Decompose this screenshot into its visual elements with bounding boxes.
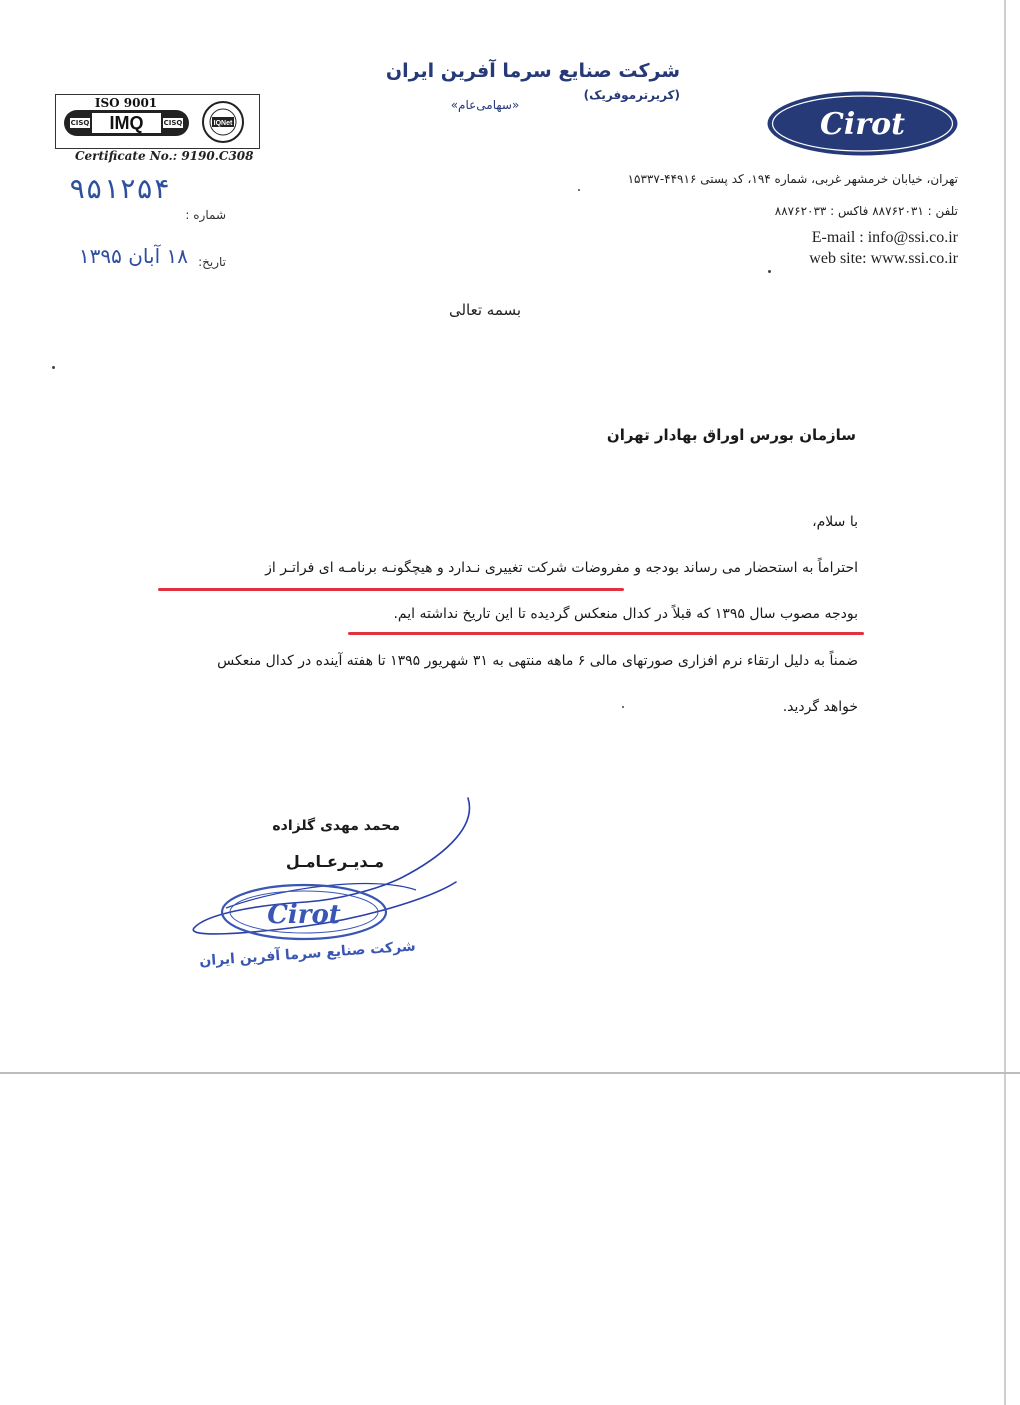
iso-certification-box [55, 94, 260, 149]
signer-title: مـدیـرعـامـل [285, 852, 384, 871]
paragraph-2: بودجه مصوب سال ۱۳۹۵ که قبلاً در کدال منعکس گردیده تا این تاریخ نداشته ایم. [393, 606, 858, 622]
recipient: سازمان بورس اوراق بهادار تهران [606, 426, 856, 444]
cisq-mark-right: CISQ [163, 119, 183, 127]
page-edge-right [1004, 0, 1006, 1405]
signer-name: محمد مهدی گلزاده [272, 818, 400, 834]
highlight-underline-2 [348, 632, 864, 635]
scan-speck [52, 366, 55, 369]
letter-number-label: شماره : [185, 208, 226, 222]
imq-text: IMQ [92, 113, 161, 133]
company-address: تهران، خیابان خرمشهر غربی، شماره ۱۹۴، کد پستی ۴۴۹۱۶-۱۵۳۳۷ [627, 172, 958, 186]
company-name-text: شرکت صنایع سرما آفرین ایران [385, 60, 680, 82]
company-type: «سهامی‌عام» [450, 98, 520, 112]
company-website: web site: www.ssi.co.ir [809, 250, 958, 267]
iqnet-text: IQNet [213, 120, 233, 127]
iso-title: ISO 9001 [94, 96, 158, 110]
greeting: با سلام، [812, 514, 858, 530]
letter-date-value: ۱۸ آبان ۱۳۹۵ [78, 244, 188, 268]
invocation: بسمه تعالی [448, 301, 522, 319]
certificate-number: Certificate No.: 9190.C308 [75, 149, 254, 163]
iqnet-seal-icon [201, 100, 245, 144]
stamp-logo-text: Cirot [267, 900, 341, 930]
paragraph-1: احتراماً به استحضار می رساند بودجه و مفروضات شرکت تغییری نـدارد و هیچگونـه برنامـه ای فراتـر از [265, 560, 858, 576]
company-logo [766, 90, 959, 157]
stamp-company-name: شرکت صنایع سرما آفرین ایران [198, 938, 417, 970]
paragraph-4: خواهد گردید. [782, 699, 858, 715]
highlight-underline-1 [158, 588, 624, 591]
paragraph-3: ضمناً به دلیل ارتقاء نرم افزاری صورتهای مالی ۶ ماهه منتهی به ۳۱ شهریور ۱۳۹۵ تا هفته آینده در کدال منعکس [217, 653, 858, 669]
cisq-mark-left: CISQ [70, 119, 90, 127]
company-phone-fax: تلفن : ۸۸۷۶۲۰۳۱ فاکس : ۸۸۷۶۲۰۳۳ [774, 204, 958, 218]
logo-text: Cirot [820, 107, 905, 142]
company-email: E-mail : info@ssi.co.ir [811, 229, 958, 246]
scan-speck [622, 706, 624, 708]
imq-logo [64, 110, 189, 136]
letter-number-value: ۹۵۱۲۵۴ [68, 172, 170, 205]
page-edge-bottom [0, 1072, 1020, 1074]
scan-speck [768, 270, 771, 273]
scan-speck [578, 189, 580, 191]
company-subtitle: (کریرترموفریک) [583, 88, 680, 102]
letter-date-label: تاریخ: [198, 255, 226, 269]
